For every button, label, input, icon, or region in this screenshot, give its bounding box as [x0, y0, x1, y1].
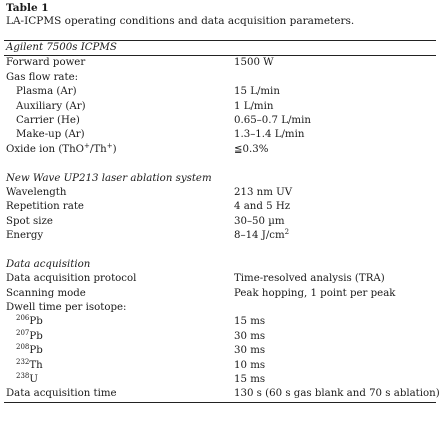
table-row-isotope: $^{238}$U 15 ms: [16, 371, 266, 385]
table-row-acquisition-time: Data acquisition time 130 s (60 s gas blank and 70 s ablation): [6, 388, 440, 400]
section-header-laser: New Wave UP213 laser ablation system: [6, 172, 212, 184]
table-row-gas-flow: Gas flow rate:: [6, 71, 79, 83]
table-row-repetition-rate: Repetition rate 4 and 5 Hz: [6, 201, 291, 213]
oxide-ion-label: Oxide ion (ThO+/Th+): [6, 141, 117, 155]
parameters-table: [4, 40, 440, 403]
table-row-dwell-time: Dwell time per isotope:: [6, 302, 127, 314]
table-row-isotope: $^{206}$Pb 15 ms: [16, 314, 266, 328]
table-row-spot-size: Spot size 30–50 µm: [6, 215, 285, 227]
section-header-icpms: Agilent 7500s ICPMS: [6, 42, 117, 53]
table-row-protocol: Data acquisition protocol Time-resolved analysis (TRA): [6, 273, 385, 285]
table-row-forward-power: Forward power 1500 W: [6, 57, 274, 69]
table-row-energy: Energy 8–14 $J/cm^2$: [4, 229, 436, 243]
table-caption: [6, 2, 354, 28]
table-title: LA-ICPMS operating conditions and data acquisition parameters.: [6, 15, 355, 27]
table-row-oxide-ion: Oxide ion (ThO+/Th+) ≦0.3%: [4, 143, 436, 157]
table-row-makeup: Make-up (Ar) 1.3–1.4 L/min: [16, 129, 305, 141]
table-row-isotope: $^{207}$Pb 30 ms: [16, 328, 266, 342]
table-row-isotope: $^{208}$Pb 30 ms: [16, 343, 266, 357]
table-row-wavelength: Wavelength 213 nm UV: [6, 186, 293, 198]
energy-value: 8–14 $J/cm^2$: [234, 228, 290, 242]
table-row-carrier: Carrier (He) 0.65–0.7 L/min: [16, 114, 311, 126]
table-row-plasma: Plasma (Ar) 15 L/min: [16, 86, 280, 98]
table-number: Table 1: [6, 2, 49, 14]
table-row-scanning-mode: Scanning mode Peak hopping, 1 point per peak: [6, 287, 396, 299]
section-header-acquisition: Data acquisition: [6, 258, 91, 270]
table-row-auxiliary: Auxiliary (Ar) 1 L/min: [16, 100, 274, 112]
table-row-isotope: $^{232}$Th 10 ms: [16, 357, 266, 371]
